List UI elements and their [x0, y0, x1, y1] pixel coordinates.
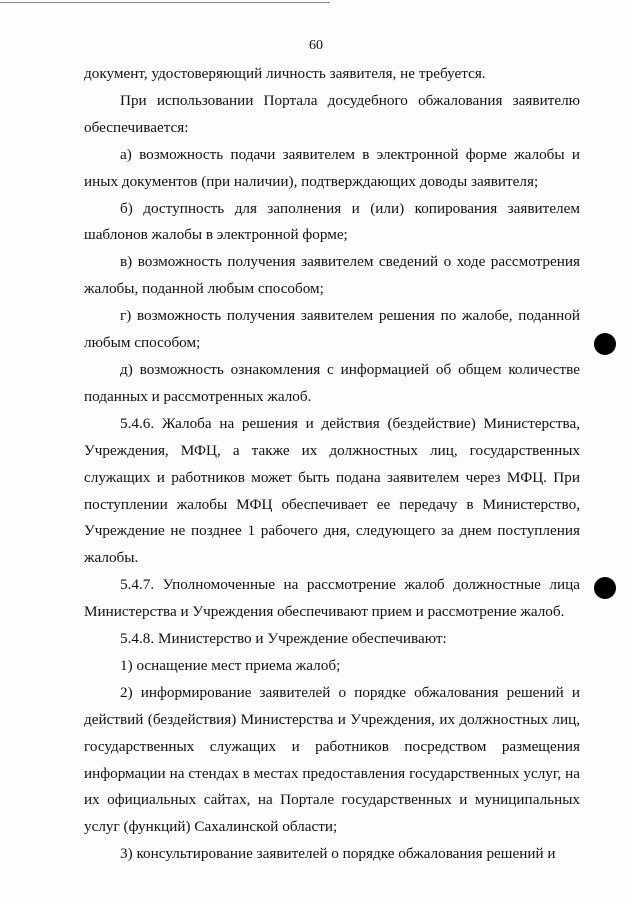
list-item-2: 2) информирование заявителей о порядке обжалования решений и действий (бездействия) Министерства и Учреждения, их должностных лиц, государственных служащих и работников посредством размещения информации на стендах в местах предоставления государственных услуг, на их официальных сайтах, на Портале государственных и муниципальных услуг (функций) Сахалинской области;	[84, 683, 580, 836]
list-item-b: б) доступность для заполнения и (или) копирования заявителем шаблонов жалобы в электронной форме;	[84, 199, 580, 244]
list-item-3: 3) консультирование заявителей о порядке обжалования решений и	[120, 845, 556, 863]
list-item-a: а) возможность подачи заявителем в электронной форме жалобы и иных документов (при наличии), подтверждающих доводы заявителя;	[84, 145, 580, 190]
punch-hole-lower	[594, 577, 616, 599]
list-item-d: д) возможность ознакомления с информацией об общем количестве поданных и рассмотренных жалоб.	[84, 360, 580, 405]
page-number: 60	[309, 38, 323, 53]
scan-edge-line	[0, 2, 330, 3]
list-item-g: г) возможность получения заявителем решения по жалобе, поданной любым способом;	[84, 307, 580, 352]
clause-5-4-7: 5.4.7. Уполномоченные на рассмотрение жалоб должностные лица Министерства и Учреждения обеспечивают прием и рассмотрение жалоб.	[84, 576, 580, 621]
document-body	[84, 61, 580, 868]
clause-5-4-8: 5.4.8. Министерство и Учреждение обеспечивают:	[120, 630, 447, 648]
list-item-v: в) возможность получения заявителем сведений о ходе рассмотрения жалобы, поданной любым способом;	[84, 253, 580, 298]
paragraph-portal-intro: При использовании Портала досудебного обжалования заявителю обеспечивается:	[84, 91, 580, 136]
punch-hole-upper	[594, 333, 616, 355]
list-item-1: 1) оснащение мест приема жалоб;	[120, 656, 341, 674]
clause-5-4-6: 5.4.6. Жалоба на решения и действия (бездействие) Министерства, Учреждения, МФЦ, а также их должностных лиц, государственных служащих и работников может быть подана заявителем через МФЦ. При поступлении жалобы МФЦ обеспечивает ее передачу в Министерство, Учреждение не позднее 1 рабочего дня, следующего за днем поступления жалобы.	[84, 414, 580, 567]
paragraph-continuation: документ, удостоверяющий личность заявителя, не требуется.	[84, 65, 486, 82]
